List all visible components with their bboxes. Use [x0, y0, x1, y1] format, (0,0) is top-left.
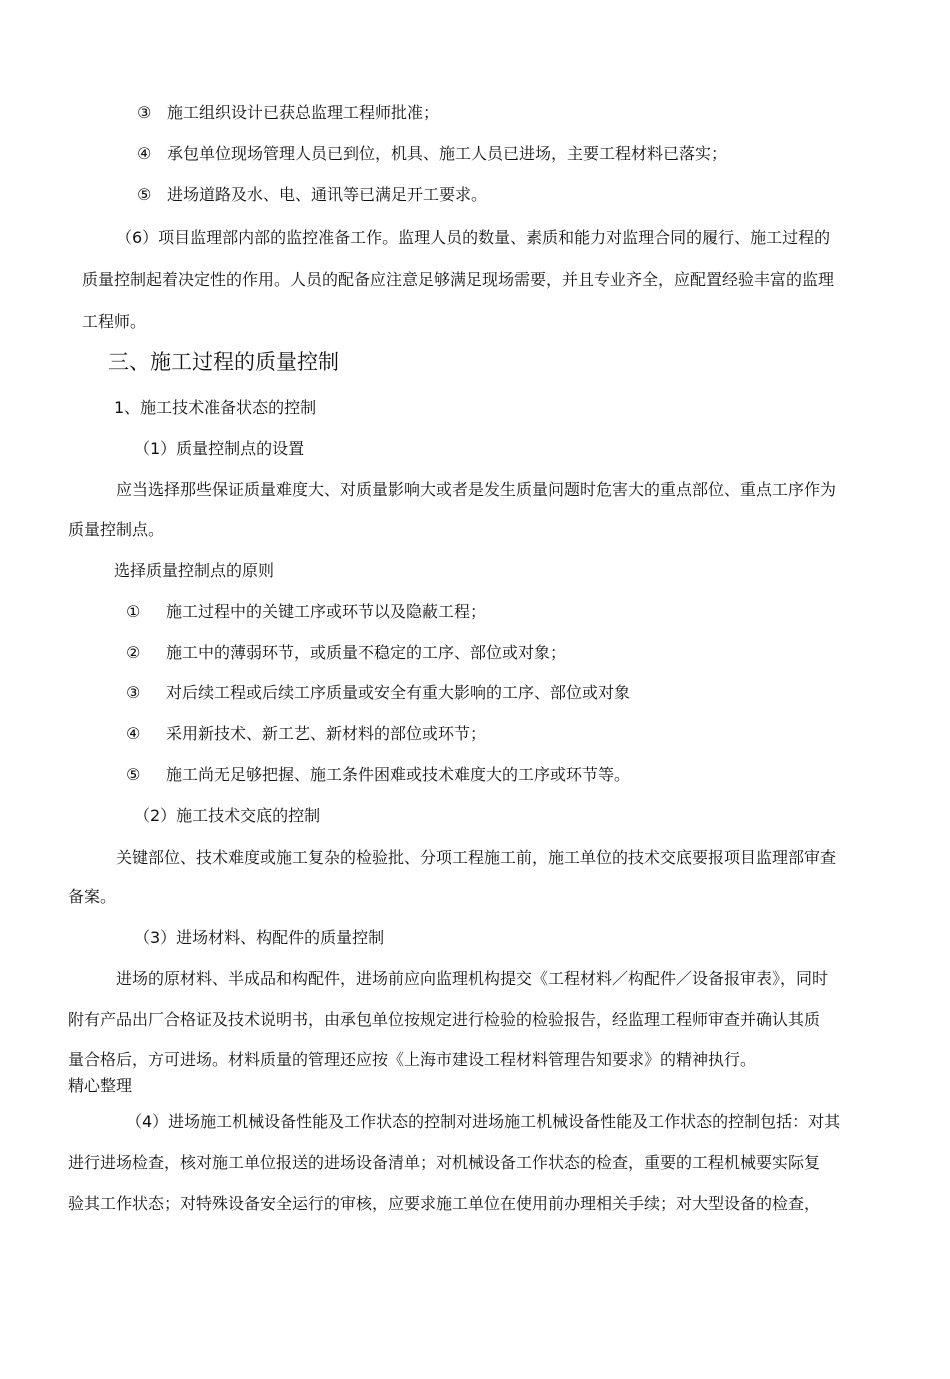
paragraph-line: 进行进场检查，核对施工单位报送的进场设备清单；对机械设备工作状态的检查，重要的工程机械要实际复 — [68, 1153, 821, 1172]
list-item — [126, 601, 486, 623]
list-marker: ③ — [137, 103, 152, 122]
list-marker: ② — [126, 643, 141, 662]
list-marker: ③ — [126, 683, 141, 702]
list-text: 采用新技术、新工艺、新材料的部位或环节； — [166, 724, 487, 743]
paragraph-line: 量合格后，方可进场。材料质量的管理还应按《上海市建设工程材料管理告知要求》的精神执行。 — [68, 1050, 757, 1069]
list-marker: ⑤ — [137, 185, 152, 204]
list-text: 施工过程中的关键工序或环节以及隐蔽工程； — [166, 602, 487, 621]
list-text: 施工组织设计已获总监理工程师批准； — [167, 103, 440, 122]
paragraph-line: 应当选择那些保证质量难度大、对质量影响大或者是发生质量问题时危害大的重点部位、重点工序作为 — [116, 480, 837, 499]
paragraph-line: 工程师。 — [82, 312, 147, 331]
list-item — [126, 642, 566, 664]
list-item — [126, 682, 630, 704]
list-marker: ④ — [126, 724, 141, 743]
list-text: 承包单位现场管理人员已到位，机具、施工人员已进场，主要工程材料已落实； — [167, 144, 728, 163]
paragraph-line: 关键部位、技术难度或施工复杂的检验批、分项工程施工前，施工单位的技术交底要报项目监理部审查 — [116, 848, 837, 867]
paragraph-line: 备案。 — [68, 887, 117, 906]
list-marker: ⑤ — [126, 765, 141, 784]
list-text: 对后续工程或后续工序质量或安全有重大影响的工序、部位或对象 — [166, 683, 631, 702]
section-heading: 三、施工过程的质量控制 — [108, 350, 339, 374]
paragraph-line: 质量控制点。 — [68, 520, 165, 539]
paragraph-line: （4）进场施工机械设备性能及工作状态的控制对进场施工机械设备性能及工作状态的控制包括：对其 — [126, 1112, 841, 1131]
paragraph-line: 附有产品出厂合格证及技术说明书，由承包单位按规定进行检验的检验报告，经监理工程师审查并确认其质 — [68, 1010, 821, 1029]
list-text: 进场道路及水、电、通讯等已满足开工要求。 — [167, 185, 488, 204]
list-marker: ④ — [137, 144, 152, 163]
list-item — [137, 184, 487, 206]
list-item — [126, 764, 630, 786]
list-marker: ① — [126, 602, 141, 621]
paragraph-line: 质量控制起着决定性的作用。人员的配备应注意足够满足现场需要，并且专业齐全，应配置经验丰富的监理 — [82, 270, 835, 289]
item-heading: （3）进场材料、构配件的质量控制 — [134, 928, 385, 947]
list-item — [137, 143, 727, 165]
paragraph-line: 进场的原材料、半成品和构配件，进场前应向监理机构提交《工程材料／构配件／设备报审表》，同时 — [116, 969, 829, 988]
subsection-heading: 1、施工技术准备状态的控制 — [114, 398, 317, 417]
item-heading: （1）质量控制点的设置 — [134, 439, 305, 458]
paragraph-line: 验其工作状态；对特殊设备安全运行的审核，应要求施工单位在使用前办理相关手续；对大型设备的检查， — [68, 1194, 821, 1213]
footer-note: 精心整理 — [68, 1076, 133, 1095]
principles-heading: 选择质量控制点的原则 — [114, 561, 275, 580]
list-item — [137, 102, 439, 124]
item-heading: （2）施工技术交底的控制 — [134, 806, 321, 825]
paragraph-line: （6）项目监理部内部的监控准备工作。监理人员的数量、素质和能力对监理合同的履行、施工过程的 — [116, 228, 831, 247]
list-item — [126, 723, 486, 745]
list-text: 施工中的薄弱环节，或质量不稳定的工序、部位或对象； — [166, 643, 567, 662]
list-text: 施工尚无足够把握、施工条件困难或技术难度大的工序或环节等。 — [166, 765, 631, 784]
